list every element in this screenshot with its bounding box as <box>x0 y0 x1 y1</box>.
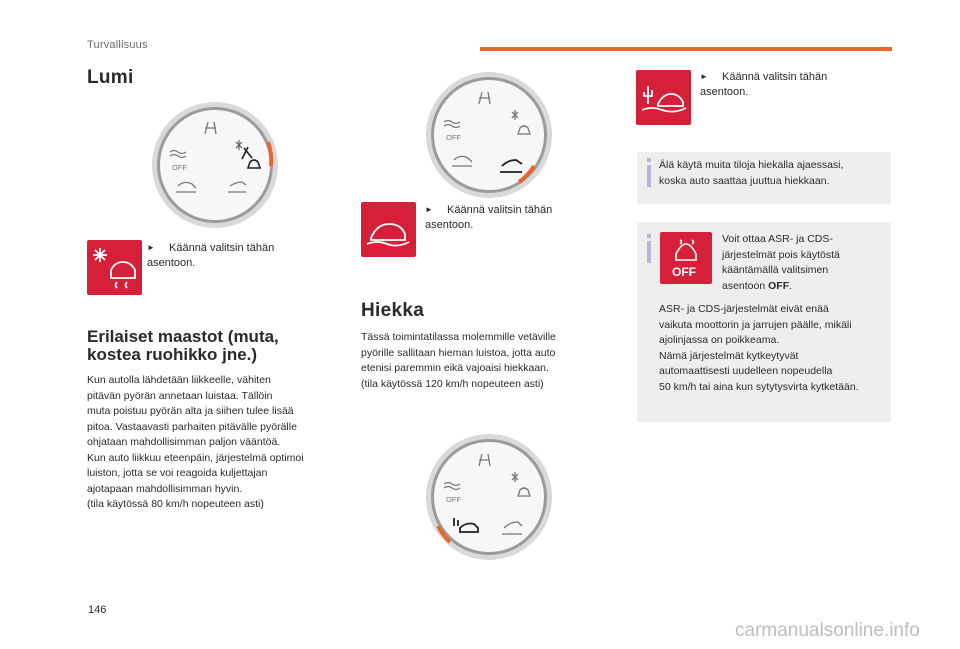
off-mode-icon <box>660 232 712 284</box>
info-icon <box>647 165 651 187</box>
off-line-2: järjestelmät pois käytöstä <box>722 248 840 261</box>
dial-off-label: OFF <box>172 163 187 172</box>
sand-title: Hiekka <box>361 300 425 321</box>
asr-cds-text: ASR- ja CDS-järjestelmät eivät enää vaikuta moottorin ja jarrujen päälle, mikäli ajolinjassa on poikkeama. Nämä järjestelmät kytkeytyvät automaattisesti uudelleen nopeudella 50 km/h tai aina kun sytytysvirta kytketään. <box>659 303 859 393</box>
off-line-3: kääntämällä valitsimen <box>722 264 829 276</box>
bullet-arrow-icon: ► <box>147 243 155 252</box>
sand-body: Tässä toimintatilassa molemmille vetäville pyörille sallitaan hieman luistoa, jotta auto etenisi paremmin eikä vajoaisi hiekkaan. (tila käytössä 120 km/h nopeuteen asti) <box>361 331 556 390</box>
sand-warning-line1: Älä käytä muita tiloja hiekalla ajaessasi, <box>659 159 844 171</box>
sand-warning-line2: koska auto saattaa juuttua hiekkaan. <box>659 174 830 187</box>
sand-instruction: ► Käännä valitsin tähän asentoon. <box>700 71 828 98</box>
selector-dial-terrain <box>424 70 554 200</box>
info-icon-dot <box>647 158 651 162</box>
off-line-4: asentoon OFF. <box>722 279 793 292</box>
terrain-body: Kun autolla lähdetään liikkeelle, vähiten pitävän pyörän annetaan luistaa. Tällöin muta poistuu pyörän alta ja siihen tulee lisää pitoa. Vastaavasti parhaiten pitävälle pyörälle ohjataan mahdollisimman paljon vääntöä. Kun auto liikkuu eteenpäin, järjestelmä optimoi luiston, jotta se voi reagoida kuljettajan ajotapaan mahdollisimman hyvin. (tila käytössä 80 km/h nopeuteen asti) <box>87 374 304 510</box>
terrain-title-line1: Erilaiset maastot (muta, <box>87 327 279 346</box>
sand-warning-note <box>637 152 891 204</box>
terrain-mode-icon <box>361 202 416 257</box>
snow-mode-icon <box>87 240 142 295</box>
cactus-car-icon <box>636 70 691 125</box>
dial-off-label: OFF <box>446 133 461 142</box>
off-icon-label: OFF <box>672 265 696 279</box>
page-number: 146 <box>88 604 107 616</box>
bullet-arrow-icon: ► <box>425 205 433 214</box>
off-mode-note <box>637 222 891 422</box>
section-label: Turvallisuus <box>87 39 148 51</box>
off-line-1: Voit ottaa ASR- ja CDS- <box>722 233 833 245</box>
selector-dial-sand <box>424 432 554 562</box>
terrain-instruction: ► Käännä valitsin tähän asentoon. <box>425 204 553 231</box>
bullet-arrow-icon: ► <box>700 72 708 81</box>
header-accent-rule <box>480 47 892 51</box>
snowflake-car-icon <box>87 240 142 295</box>
sand-mode-icon <box>636 70 691 125</box>
traction-off-icon <box>660 232 712 284</box>
watermark: carmanualsonline.info <box>735 620 920 641</box>
mud-car-icon <box>361 202 416 257</box>
selector-dial-snow <box>150 100 280 230</box>
terrain-title-line2: kostea ruohikko jne.) <box>87 345 258 364</box>
snow-title: Lumi <box>87 67 134 88</box>
dial-off-label: OFF <box>446 495 461 504</box>
info-icon <box>647 241 651 263</box>
info-icon-dot <box>647 234 651 238</box>
snow-instruction: ► Käännä valitsin tähän asentoon. <box>147 242 275 269</box>
